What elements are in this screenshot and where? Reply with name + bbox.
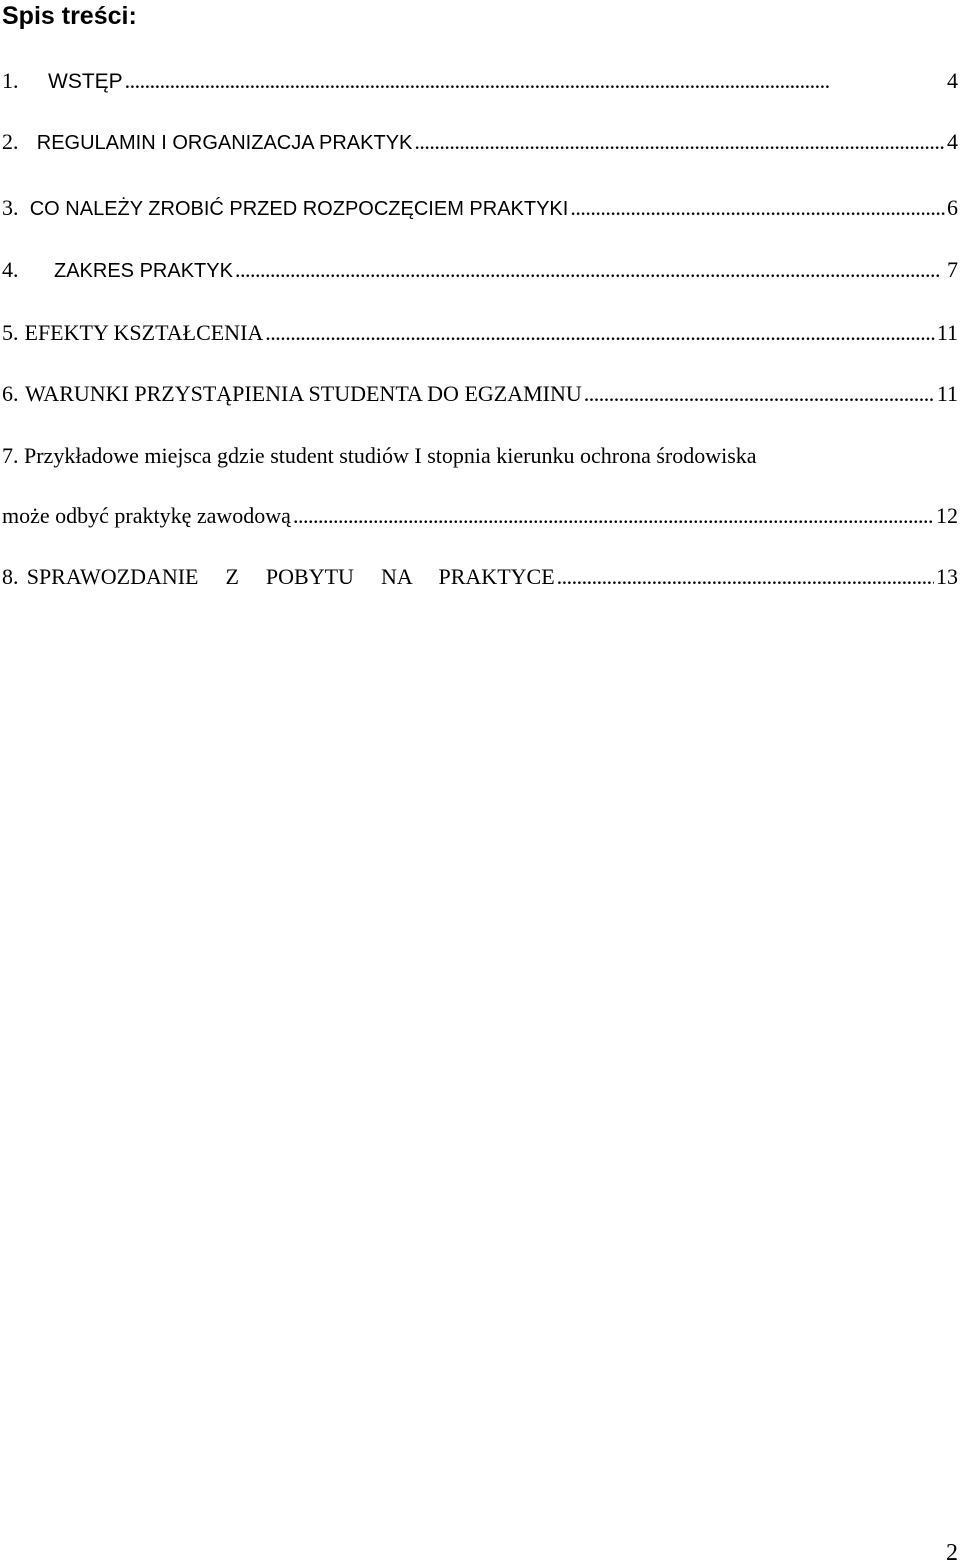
toc-entry-4[interactable] (2, 256, 958, 285)
toc-entry-page: 13 (936, 564, 958, 589)
dot-leader (293, 502, 934, 530)
toc-entry-label: REGULAMIN I ORGANIZACJA PRAKTYK (36, 132, 413, 154)
toc-entry-5[interactable] (2, 319, 958, 347)
toc-entry-1[interactable] (2, 67, 958, 96)
page-title: Spis treści: (2, 2, 137, 30)
dot-leader (570, 194, 945, 222)
toc-entry-7-line-1[interactable] (2, 442, 958, 470)
toc-entry-number: 5. (2, 320, 19, 345)
toc-entry-number: 8. (2, 564, 19, 589)
toc-entry-6[interactable] (2, 380, 958, 408)
dot-leader (265, 319, 935, 347)
toc-entry-page: 11 (936, 320, 958, 345)
dot-leader (125, 67, 945, 95)
toc-entry-number: 6. (2, 381, 19, 406)
toc-entry-number: 3. (2, 195, 19, 220)
toc-entry-number: 7. (2, 443, 19, 468)
toc-entry-7-line-2[interactable] (2, 502, 958, 530)
toc-entry-label: może odbyć praktykę zawodową (2, 503, 291, 528)
toc-entry-label: SPRAWOZDANIE Z POBYTU NA PRAKTYCE (26, 564, 555, 589)
toc-entry-2[interactable] (2, 128, 958, 157)
dot-leader (235, 256, 945, 284)
toc-entry-page: 7 (947, 257, 958, 282)
toc-entry-page: 6 (947, 195, 958, 220)
toc-entry-page: 12 (936, 503, 958, 528)
dot-leader (557, 563, 934, 591)
toc-entry-label: CO NALEŻY ZROBIĆ PRZED ROZPOCZĘCIEM PRAKTYKI (29, 198, 569, 220)
toc-entry-page: 11 (936, 381, 958, 406)
footer-page-number: 2 (946, 1540, 958, 1566)
toc-entry-number: 1. (2, 68, 19, 93)
toc-entry-label: ZAKRES PRAKTYK (54, 260, 233, 282)
toc-entry-page: 4 (947, 68, 958, 93)
toc-entry-8[interactable] (2, 563, 958, 591)
toc-entry-label: EFEKTY KSZTAŁCENIA (24, 320, 264, 345)
toc-entry-number: 2. (2, 129, 19, 154)
toc-entry-label: Przykładowe miejsca gdzie student studiów I stopnia kierunku ochrona środowiska (24, 443, 757, 468)
dot-leader (414, 128, 945, 156)
toc-entry-label: WARUNKI PRZYSTĄPIENIA STUDENTA DO EGZAMINU (24, 381, 582, 406)
toc-entry-label: WSTĘP (48, 70, 123, 93)
toc-entry-3[interactable] (2, 194, 958, 223)
toc-entry-page: 4 (947, 129, 958, 154)
toc-entry-number: 4. (2, 257, 19, 282)
dot-leader (584, 380, 935, 408)
